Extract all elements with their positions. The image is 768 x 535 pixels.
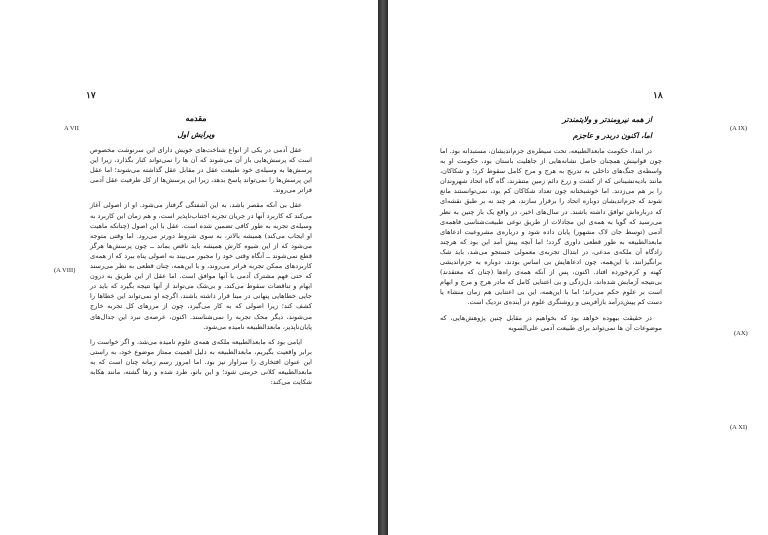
right-text-column (440, 115, 662, 333)
left-paragraph-2: عقل بی آنکه مقصر باشد، به این آشفتگی گرفتار می‌شود. او از اصولی آغاز می‌کند که کاربرد آنها در جریان تجربه اجتناب‌ناپذیر است، و هم زمان این کاربرد به وسیله‌ی تجربه به طور کافی تضمین شده است. عقل با این اصول (چنانکه ماهیت او ایجاب می‌کند) همیشه بالاتر، به سوی شروط دورتر می‌رود. اما وقتی متوجه می‌شود که از این شیوه کارش همیشه باید ناقص بماند ــ چون پرسش‌ها هرگز قطع نمی‌شوند ــ آنگاه وقتی خود را مجبور می‌بیند به اصولی پناه ببرد که از همه‌ی کاربردهای ممکن تجربه فراتر می‌روند، و با این‌همه، چنان قطعی به نظر می‌رسند که حتی فهم مشترک آدمی با آنها موافق است. اما عقل از این طریق به درون ابهام و تناقضات سقوط می‌کند، و بی‌شک می‌تواند از آنها نتیجه بگیرد که باید در جایی خطاهایی پنهانی در مبنا قرار داشته باشند، اگرچه او نمی‌تواند این خطاها را کشف کند؛ زیرا اصولی که به کار می‌گیرد، چون از مرزهای کل تجربه خارج می‌شوند، دیگر محک تجربه را نمی‌شناسند. اکنون، عرصه‌ی نبرد این جدال‌های پایان‌ناپذیر، مابعدالطبیعه نامیده می‌شود. (90, 201, 312, 331)
margin-note-a-ix: (A IX) (730, 125, 748, 132)
right-paragraph-1: در ابتدا، حکومت مابعدالطبیعه، تحت سیطره‌ی جزم‌اندیشان، مستبدانه بود. اما چون قوانینش همچنان حاصل نشانه‌هایی از جاهلیت باستان بود، حکومت او به واسطه‌ی جنگ‌های داخلی به تدریج به هرج و مرج کامل سقوط کرد؛ و شکاکان، مانند بادیه‌نشینانی که از کشت و زرع دائم زمین متنفرند، گاه گاه اتحاد شهروندان را بر هم می‌زدند. اما خوشبختانه چون تعداد شکاکان کم بود، نمی‌توانستند مانع شوند که جزم‌اندیشان دوباره اتحاد را برقرار سازند، هر چند نه بر طبق نقشه‌ای که درباره‌اش توافق داشته باشند. در سال‌های اخیر، در واقع یک بار چنین به نظر می‌رسید که گویا به همه‌ی این مجادلات از طریق نوعی طبیعت‌شناسی فاهمه‌ی آدمی (توسط جان لاک مشهور) پایان داده شود و درباره‌ی مشروعیت ادعاهای مابعدالطبیعه به طور قطعی داوری گردد؛ اما آنچه پیش آمد این بود که هرچند زادگاه آن ملکه‌ی مدعی، در ابتذال تجربه‌ی معمولی جستجو می‌شد، باید شک برانگیزانند، با این‌همه، چون ادعاهایش بی اساس بودند، دوباره به جزم‌اندیشی کهنه و کرم‌خورده افتاد. اکنون، پس از آنکه همه‌ی راه‌ها (چنان که معتقدند) بی‌نتیجه آزمایش شده‌اند، دل‌زدگی و بی اعتنایی کامل که مادر هرج و مرج و ابهام است بر علوم حکم می‌راند؛ اما با این‌همه، این بی اعتنایی هم زمان منشاء یا دست کم پیش‌درآمد بازآفرینی و روشنگری علوم در آینده‌ی نزدیک است. (440, 147, 662, 307)
right-page (388, 0, 768, 535)
left-page (0, 0, 378, 535)
left-paragraph-1: عقل آدمی در یکی از انواع شناخت‌های خویش دارای این سرنوشت مخصوص است که پرسش‌هایی باز آن می‌شوند که آن ها را نمی‌تواند کنار بگذارد، زیرا این پرسش‌ها به وسیله‌ی خود طبیعت عقل در مقابل عقل گذاشته می‌شوند؛ اما عقل این پرسش‌ها را نمی‌تواند پاسخ بدهد، زیرا این پرسش‌ها از کل ظرفیت عقل آدمی فراتر می‌روند. (90, 146, 312, 195)
page-number-right: ۱۸ (653, 91, 663, 101)
margin-note-a-viii: (A VIII) (54, 267, 76, 274)
margin-note-a-x: (AX) (734, 330, 748, 337)
margin-note-a-vii: A VII (64, 125, 79, 132)
page-number-left: ۱۷ (86, 91, 96, 101)
chapter-subheading: ویرایش اول (177, 130, 215, 139)
poem-line-2: اما، اکنون دربدر و عاجزم (573, 130, 652, 140)
left-paragraph-3: ایامی بود که مابعدالطبیعه ملکه‌ی همه‌ی علوم نامیده می‌شد، و اگر خواست را برابر واقعیت بگیریم، مابعدالطبیعه به دلیل اهمیت ممتاز موضوع خود، به راستی این عنوان افتخاری را سزاوار نیز بود. اما امروز رسم زمانه چنان است که به مابعدالطبیعه کلانی حرمتی شود؛ و این بانو، طرد شده و رها گشته، مانند هکابه شکایت می‌کند: (90, 337, 312, 387)
poem-line-1: از همه نیرومندتر و ولایتمندتر (562, 115, 652, 124)
left-text-column (90, 113, 312, 387)
right-paragraph-2: در حقیقت بیهوده خواهد بود که بخواهیم در مقابل چنین پژوهش‌هایی، که موضوعات آن ها نمی‌تواند برای طبیعت آدمی علی‌السویه (440, 313, 662, 332)
book-gutter (378, 0, 388, 535)
margin-note-a-xi: (A XI) (730, 424, 748, 431)
chapter-heading: مقدمه (185, 113, 207, 123)
